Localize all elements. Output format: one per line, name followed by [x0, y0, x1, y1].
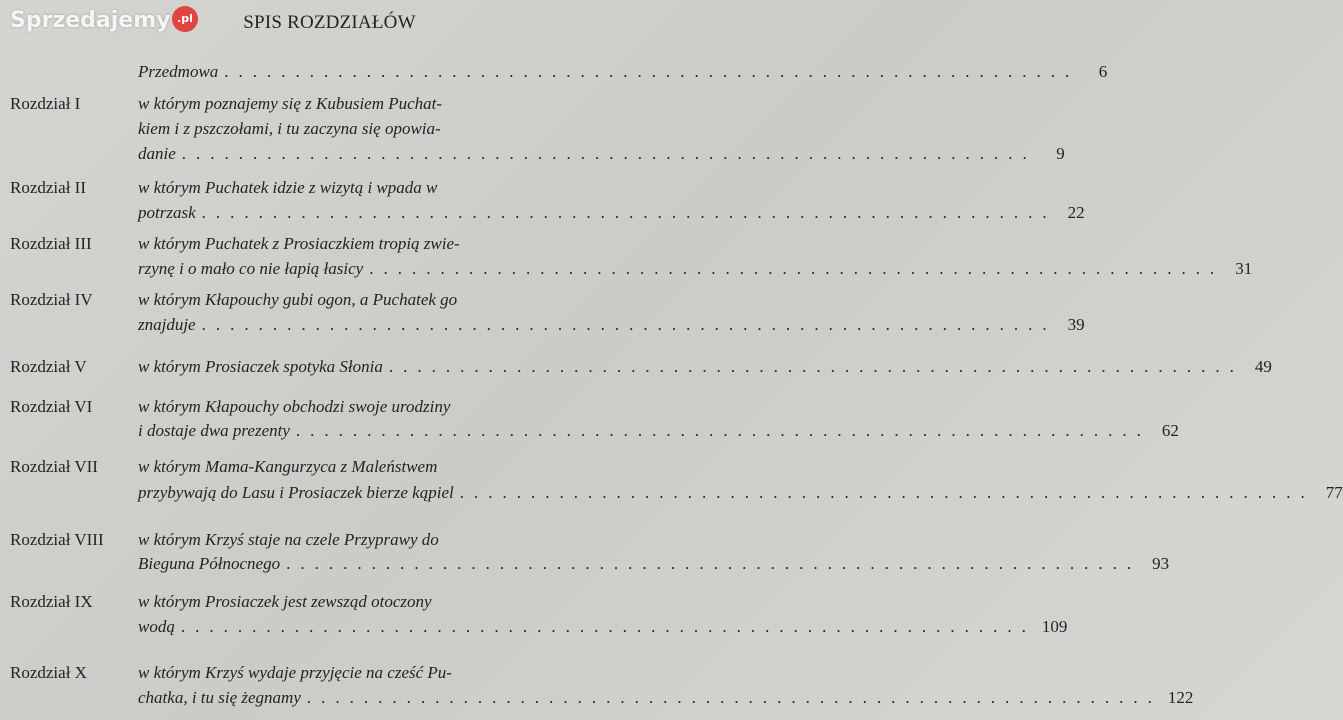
chapter-label: Rozdział I [10, 94, 81, 113]
page-number: 9 [1056, 144, 1065, 163]
chapter-title-text: potrzask [138, 203, 196, 222]
page-number: 39 [1067, 315, 1085, 334]
chapter-title-text: w którym Prosiaczek spotyka Słonia [138, 357, 383, 376]
chapter-title-text: w którym Kłapouchy obchodzi swoje urodziny [138, 397, 451, 416]
page-number: 93 [1152, 554, 1170, 573]
chapter-title-line [138, 397, 626, 417]
chapter-label: Rozdział VIII [10, 530, 104, 549]
page-number: 22 [1067, 203, 1085, 222]
chapter-label: Rozdział IV [10, 290, 93, 309]
watermark-logo: Sprzedajemy [10, 8, 171, 33]
chapter-title-line [138, 421, 1179, 441]
page-number: 6 [1098, 62, 1108, 81]
page-number: 49 [1254, 357, 1272, 376]
chapter-title-text: w którym Krzyś wydaje przyjęcie na cześć Pu- [138, 663, 452, 682]
chapter-title-text: i dostaje dwa prezenty [138, 421, 290, 440]
chapter-title-line [138, 457, 626, 477]
chapter-title-line [138, 178, 626, 198]
chapter-title-line [138, 554, 1170, 574]
chapter-title-line [138, 119, 626, 139]
dot-leader: ............................................................ [459, 483, 1315, 502]
dot-leader: ............................................................ [286, 554, 1142, 573]
page-number: 122 [1167, 688, 1194, 707]
chapter-title-text: w którym Kłapouchy gubi ogon, a Puchatek go [138, 290, 458, 309]
chapter-title-text: w którym poznajemy się z Kubusiem Puchat- [138, 94, 443, 113]
chapter-title-text: Przedmowa [138, 62, 219, 81]
chapter-title-text: Bieguna Północnego [138, 554, 281, 573]
chapter-title-text: wodą [138, 617, 175, 636]
dot-leader: ............................................................ [201, 203, 1057, 222]
page-number: 77 [1325, 483, 1343, 502]
chapter-title-text: w którym Krzyś staje na czele Przyprawy do [138, 530, 439, 549]
chapter-label: Rozdział VI [10, 397, 93, 416]
page-number: 109 [1041, 617, 1068, 636]
chapter-title-text: w którym Prosiaczek jest zewsząd otoczony [138, 592, 432, 611]
dot-leader: ............................................................ [181, 144, 1037, 163]
chapter-label: Rozdział X [10, 663, 87, 682]
chapter-title-line [138, 62, 1108, 82]
dot-leader: ............................................................ [369, 259, 1225, 278]
chapter-title-line [138, 617, 1068, 637]
chapter-label: Rozdział IX [10, 592, 93, 611]
dot-leader: ............................................................ [180, 617, 1036, 636]
chapter-title-text: znajduje [138, 315, 196, 334]
chapter-label: Rozdział II [10, 178, 86, 197]
chapter-title-line [138, 234, 626, 254]
chapter-title-text: danie [138, 144, 176, 163]
chapter-title-line [138, 663, 626, 683]
chapter-label: Rozdział III [10, 234, 92, 253]
dot-leader: ............................................................ [201, 315, 1057, 334]
chapter-title-line [138, 315, 1085, 335]
page-title: SPIS ROZDZIAŁÓW [243, 12, 416, 33]
dot-leader: ............................................................ [306, 688, 1162, 707]
chapter-title-line [138, 592, 626, 612]
chapter-title-text: w którym Mama-Kangurzyca z Maleństwem [138, 457, 438, 476]
page-number: 31 [1235, 259, 1253, 278]
chapter-title-line [138, 483, 1343, 503]
chapter-title-text: w którym Puchatek z Prosiaczkiem tropią zwie- [138, 234, 460, 253]
chapter-title-line [138, 259, 1253, 279]
page-number: 62 [1161, 421, 1179, 440]
watermark-badge: .pl [172, 6, 198, 32]
chapter-title-text: w którym Puchatek idzie z wizytą i wpada w [138, 178, 438, 197]
dot-leader: ............................................................ [224, 62, 1080, 81]
chapter-title-text: rzynę i o mało co nie łapią łasicy [138, 259, 364, 278]
chapter-title-line [138, 530, 626, 550]
chapter-title-text: przybywają do Lasu i Prosiaczek bierze kąpiel [138, 483, 454, 502]
chapter-title-line [138, 357, 1272, 377]
chapter-title-line [138, 144, 1065, 164]
chapter-title-line [138, 688, 1194, 708]
chapter-title-text: kiem i z pszczołami, i tu zaczyna się opowia- [138, 119, 441, 138]
dot-leader: ............................................................ [295, 421, 1151, 440]
chapter-title-text: chatka, i tu się żegnamy [138, 688, 301, 707]
chapter-title-line [138, 203, 1085, 223]
dot-leader: ............................................................ [388, 357, 1244, 376]
chapter-title-line [138, 94, 626, 114]
chapter-label: Rozdział VII [10, 457, 98, 476]
chapter-title-line [138, 290, 626, 310]
chapter-label: Rozdział V [10, 357, 87, 376]
